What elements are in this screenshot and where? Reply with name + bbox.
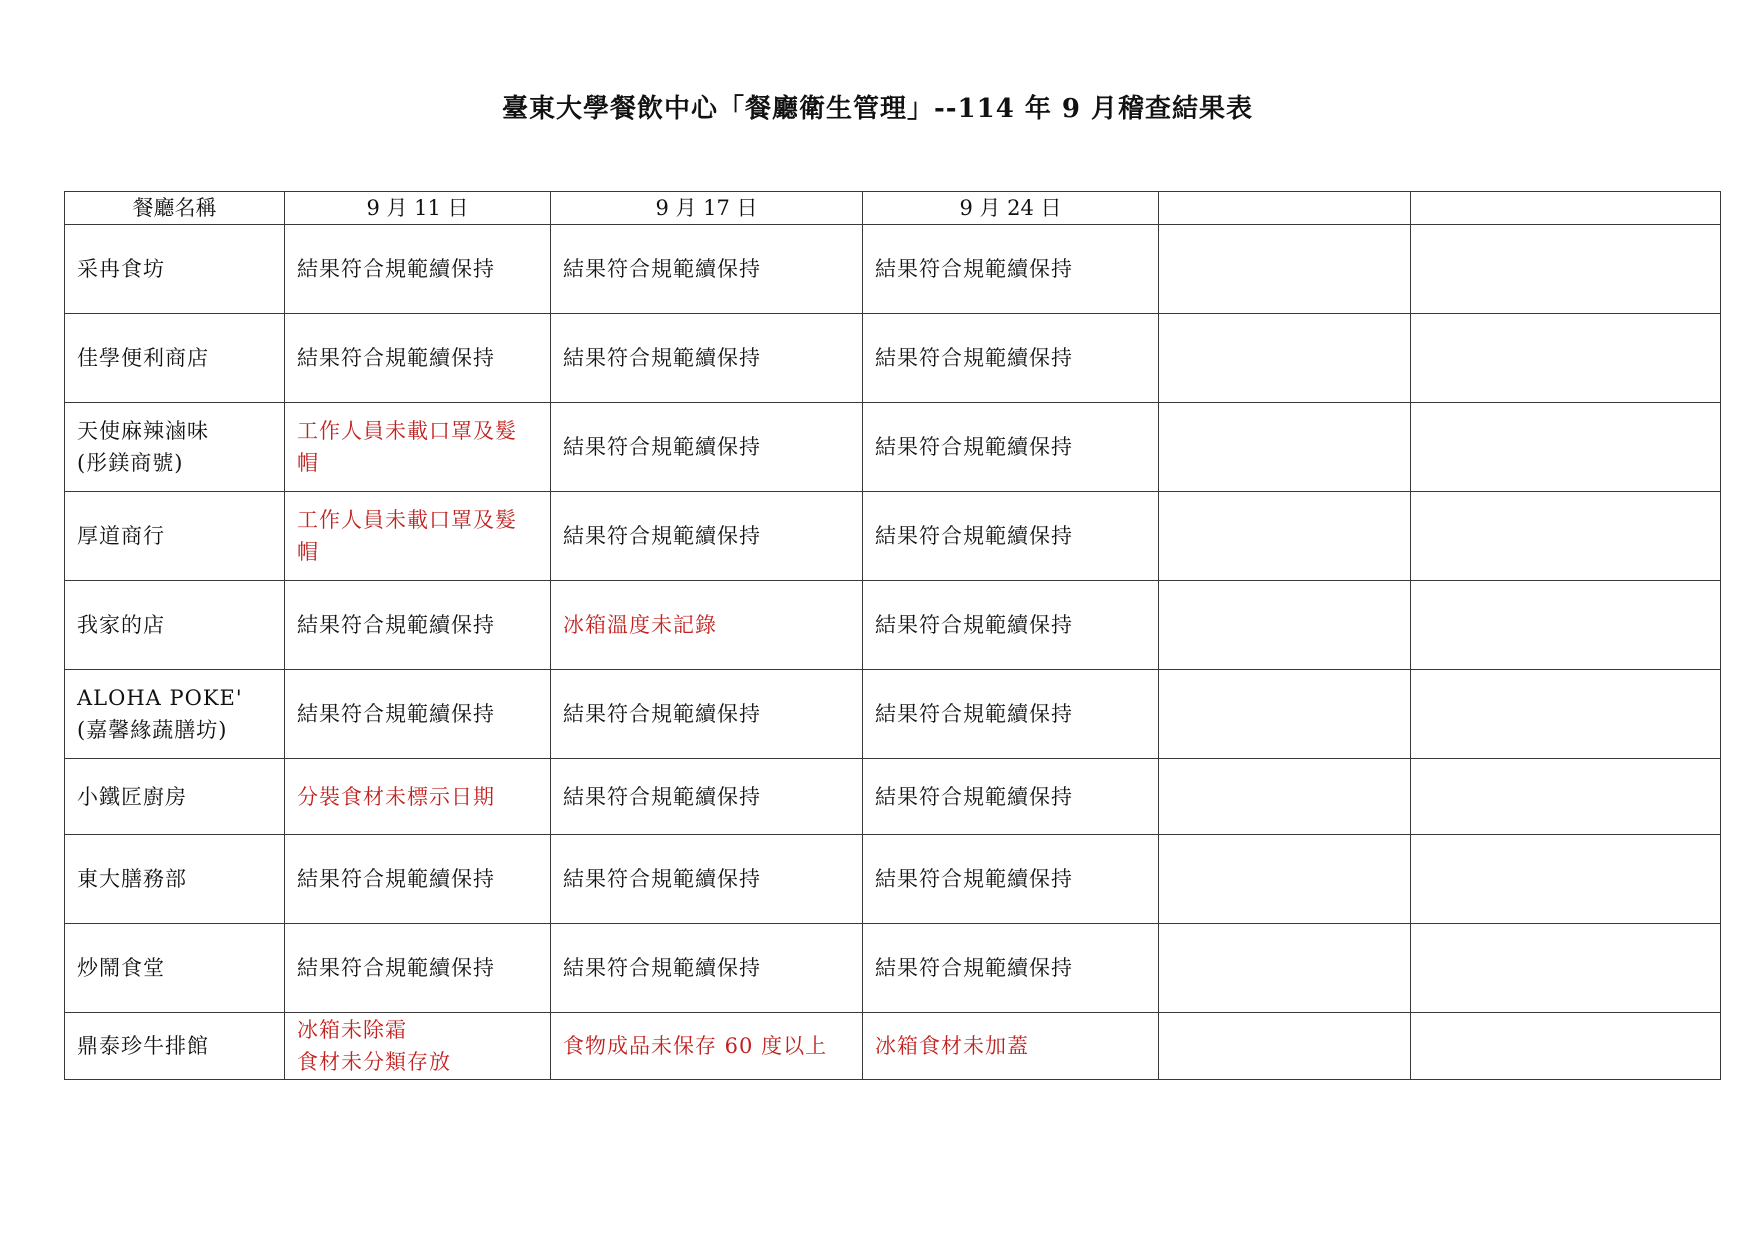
restaurant-name-cell <box>65 225 285 314</box>
restaurant-name: 炒鬧食堂 <box>77 956 165 980</box>
empty-cell <box>1411 835 1721 924</box>
empty-cell <box>1411 314 1721 403</box>
result-cell <box>551 835 863 924</box>
inspection-result: 結果符合規範續保持 <box>875 435 1073 459</box>
inspection-result: 結果符合規範續保持 <box>875 613 1073 637</box>
header-date-3: 9 月 24 日 <box>863 192 1159 225</box>
header-date-2: 9 月 17 日 <box>551 192 863 225</box>
empty-cell <box>1159 670 1411 759</box>
header-date-1: 9 月 11 日 <box>285 192 551 225</box>
table-row <box>65 924 1721 1013</box>
inspection-result: 結果符合規範續保持 <box>297 956 495 980</box>
header-blank-1 <box>1159 192 1411 225</box>
inspection-result: 結果符合規範續保持 <box>297 867 495 891</box>
table-row <box>65 759 1721 835</box>
result-cell <box>551 670 863 759</box>
inspection-result: 結果符合規範續保持 <box>297 346 495 370</box>
inspection-result-issue: 分裝食材未標示日期 <box>297 784 495 809</box>
inspection-result-issue: 冰箱未除霜 食材未分類存放 <box>297 1018 451 1074</box>
result-cell <box>863 492 1159 581</box>
inspection-result: 結果符合規範續保持 <box>875 867 1073 891</box>
empty-cell <box>1411 492 1721 581</box>
inspection-result: 結果符合規範續保持 <box>563 524 761 548</box>
header-restaurant-name: 餐廳名稱 <box>65 192 285 225</box>
result-cell <box>551 403 863 492</box>
inspection-result: 結果符合規範續保持 <box>875 956 1073 980</box>
inspection-result: 結果符合規範續保持 <box>297 613 495 637</box>
result-cell <box>551 314 863 403</box>
empty-cell <box>1159 759 1411 835</box>
result-cell <box>863 403 1159 492</box>
inspection-result-issue: 工作人員未載口罩及髮帽 <box>297 419 517 475</box>
restaurant-name-cell <box>65 670 285 759</box>
inspection-result: 結果符合規範續保持 <box>563 257 761 281</box>
inspection-result: 結果符合規範續保持 <box>563 702 761 726</box>
result-cell <box>551 924 863 1013</box>
header-blank-2 <box>1411 192 1721 225</box>
result-cell <box>285 314 551 403</box>
restaurant-name: 我家的店 <box>77 613 165 637</box>
empty-cell <box>1159 492 1411 581</box>
table-header-row <box>65 192 1721 225</box>
restaurant-name-cell <box>65 581 285 670</box>
result-cell <box>863 225 1159 314</box>
result-cell <box>863 759 1159 835</box>
result-cell <box>551 1013 863 1080</box>
inspection-result: 結果符合規範續保持 <box>563 346 761 370</box>
restaurant-name: 采冉食坊 <box>77 257 165 281</box>
restaurant-name-cell <box>65 759 285 835</box>
result-cell <box>285 492 551 581</box>
empty-cell <box>1159 1013 1411 1080</box>
inspection-result: 結果符合規範續保持 <box>297 702 495 726</box>
restaurant-name: 佳學便利商店 <box>77 346 209 370</box>
result-cell <box>285 403 551 492</box>
result-cell <box>551 225 863 314</box>
restaurant-name: 鼎泰珍牛排館 <box>77 1034 209 1058</box>
result-cell <box>285 924 551 1013</box>
inspection-result-issue: 工作人員未載口罩及髮帽 <box>297 508 517 564</box>
table-row <box>65 1013 1721 1080</box>
inspection-result: 結果符合規範續保持 <box>875 784 1073 809</box>
empty-cell <box>1411 1013 1721 1080</box>
inspection-result-issue: 食物成品未保存 60 度以上 <box>563 1034 828 1058</box>
result-cell <box>285 835 551 924</box>
restaurant-name-cell <box>65 492 285 581</box>
inspection-result-issue: 冰箱食材未加蓋 <box>875 1034 1029 1058</box>
restaurant-name: 東大膳務部 <box>77 867 187 891</box>
result-cell <box>285 225 551 314</box>
inspection-result: 結果符合規範續保持 <box>563 784 761 809</box>
empty-cell <box>1159 835 1411 924</box>
result-cell <box>285 670 551 759</box>
document-title: 臺東大學餐飲中心「餐廳衛生管理」--114 年 9 月稽查結果表 <box>501 94 1254 124</box>
restaurant-name: ALOHA POKE' (嘉馨緣蔬膳坊) <box>77 686 243 742</box>
empty-cell <box>1159 924 1411 1013</box>
result-cell <box>551 492 863 581</box>
result-cell <box>863 1013 1159 1080</box>
result-cell <box>551 759 863 835</box>
table-row <box>65 581 1721 670</box>
result-cell <box>863 924 1159 1013</box>
table-row <box>65 670 1721 759</box>
restaurant-name-cell <box>65 835 285 924</box>
inspection-result: 結果符合規範續保持 <box>563 867 761 891</box>
restaurant-name-cell <box>65 403 285 492</box>
result-cell <box>285 1013 551 1080</box>
result-cell <box>863 314 1159 403</box>
inspection-result: 結果符合規範續保持 <box>297 257 495 281</box>
restaurant-name: 小鐵匠廚房 <box>77 784 187 809</box>
inspection-result-issue: 冰箱溫度未記錄 <box>563 613 717 637</box>
restaurant-name: 天使麻辣滷味 (彤鎂商號) <box>77 419 209 475</box>
result-cell <box>863 581 1159 670</box>
table-row <box>65 225 1721 314</box>
restaurant-name-cell <box>65 314 285 403</box>
inspection-results-table <box>64 191 1721 1080</box>
result-cell <box>285 759 551 835</box>
table-row <box>65 835 1721 924</box>
result-cell <box>285 581 551 670</box>
empty-cell <box>1411 670 1721 759</box>
restaurant-name-cell <box>65 1013 285 1080</box>
restaurant-name: 厚道商行 <box>77 524 165 548</box>
inspection-result: 結果符合規範續保持 <box>563 435 761 459</box>
empty-cell <box>1159 314 1411 403</box>
empty-cell <box>1411 225 1721 314</box>
empty-cell <box>1411 403 1721 492</box>
inspection-result: 結果符合規範續保持 <box>875 346 1073 370</box>
empty-cell <box>1159 403 1411 492</box>
inspection-result: 結果符合規範續保持 <box>875 702 1073 726</box>
empty-cell <box>1411 759 1721 835</box>
empty-cell <box>1411 581 1721 670</box>
inspection-result: 結果符合規範續保持 <box>875 524 1073 548</box>
inspection-result: 結果符合規範續保持 <box>875 257 1073 281</box>
result-cell <box>863 670 1159 759</box>
empty-cell <box>1159 581 1411 670</box>
restaurant-name-cell <box>65 924 285 1013</box>
result-cell <box>863 835 1159 924</box>
empty-cell <box>1411 924 1721 1013</box>
inspection-result: 結果符合規範續保持 <box>563 956 761 980</box>
table-row <box>65 314 1721 403</box>
result-cell <box>551 581 863 670</box>
empty-cell <box>1159 225 1411 314</box>
table-row <box>65 492 1721 581</box>
table-row <box>65 403 1721 492</box>
